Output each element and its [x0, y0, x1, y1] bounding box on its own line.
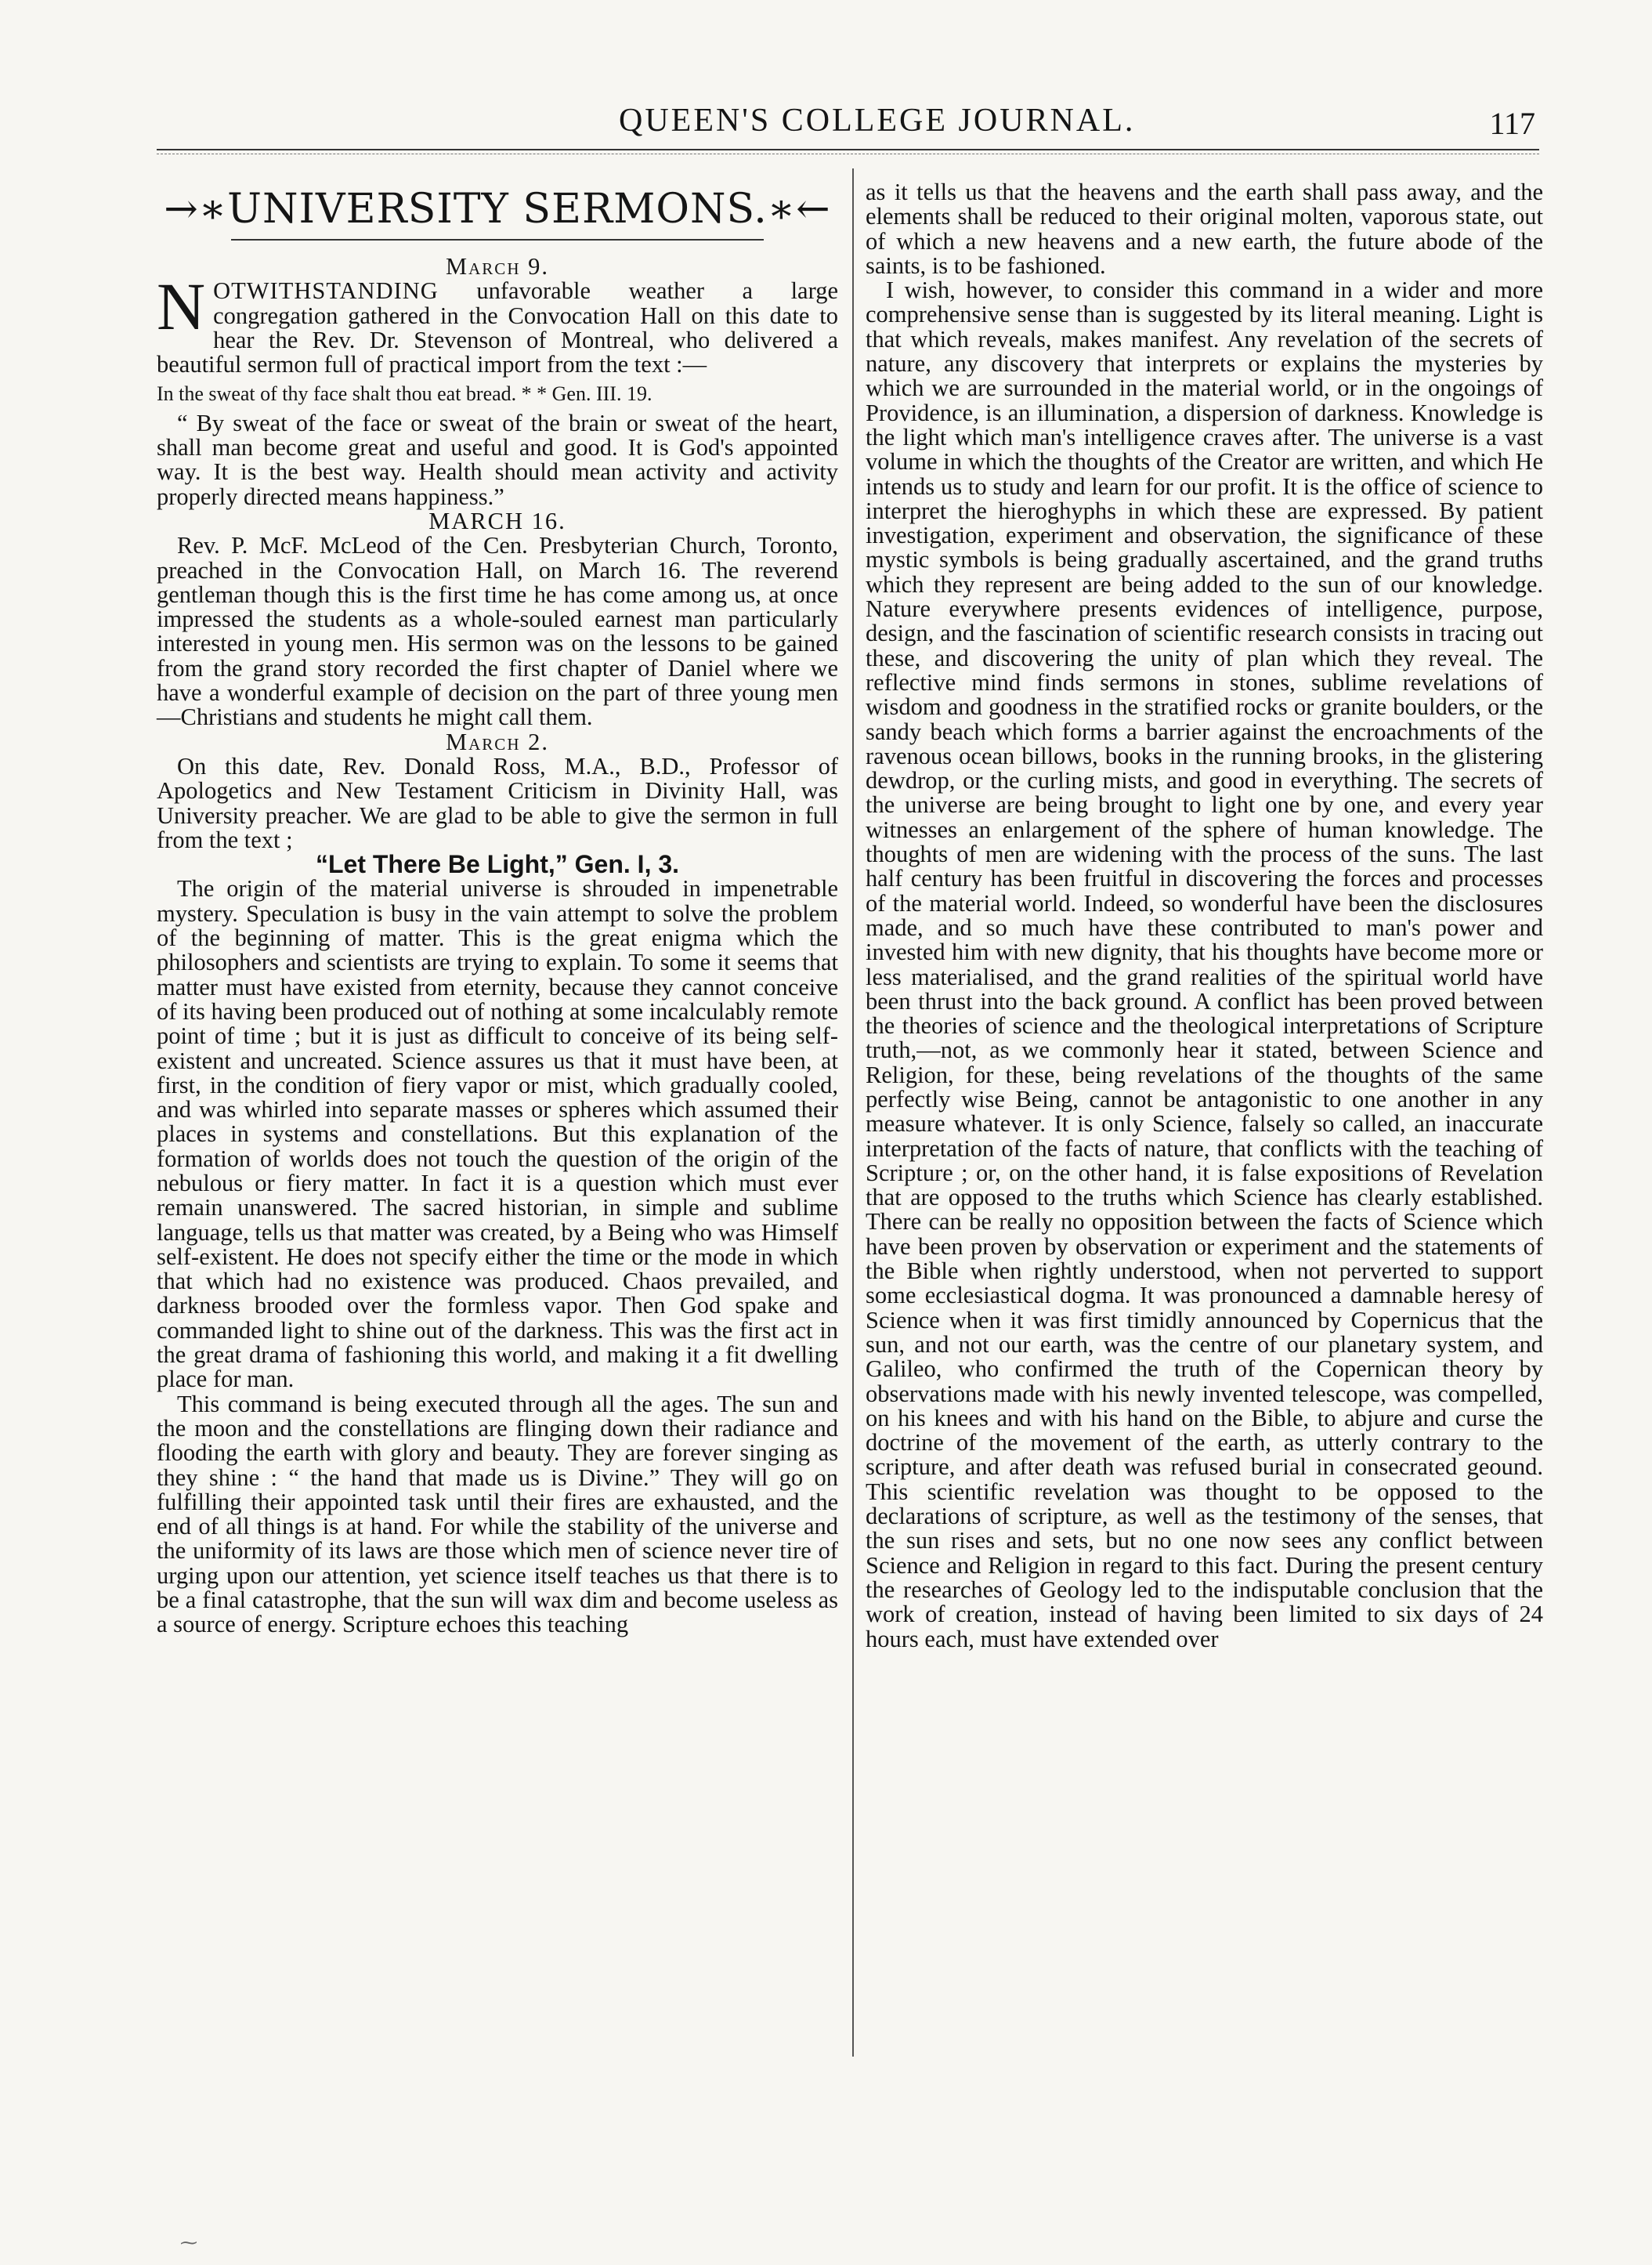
journal-title: QUEEN'S COLLEGE JOURNAL.: [619, 103, 1136, 139]
paragraph-light: I wish, however, to consider this command in a wider and more comprehensive sense than is suggested by its literal meaning. Light is that which reveals, makes manifest. Any revelation of the secrets of nature, any discovery that interprets or explains the mysteries by which we are surrounded in the material world, or in the ongoings of Providence, is an illumination, a dispersion of darkness. Knowledge is the light which man's intelligence craves after. The universe is a vast volume in which the thoughts of the Creator are written, and which He intends us to study and learn for our profit. It is the office of science to interpret the hieroghyphs in which these are expressed. By patient investigation, experiment and observation, the significance of these mystic symbols is being gradually ascertained, and the grand truths which they represent are being added to the sun of our knowledge. Nature everywhere presents evidences of intelligence, purpose, design, and the fascination of scientific research consists in tracing out these, and discovering the unity of plan which they reveal. The reflective mind finds sermons in stones, sublime revelations of wisdom and goodness in the stratified rocks or granite boulders, or the sandy beach which forms a barrier against the encroachments of the ravenous ocean billows, books in the running brooks, in the glistering dewdrop, or the curling mists, and good in everything. The secrets of the universe are being brought to light one by one, and every year witnesses an enlargement of the sphere of human knowledge. The thoughts of men are widening with the process of the suns. The last half century has been fruitful in discovering the forces and processes of the material world. Indeed, so wonderful have been the disclosures made, and so much have these contributed to man's power and invested him with new dignity, that his thoughts have become more or less materialised, and the grand realities of the spiritual world have been thrust into the back ground. A conflict has been proved between the theories of science and the theological interpretations of Scripture truth,—not, as we commonly hear it stated, between Science and Religion, for these, being revelations of the thoughts of the same perfectly wise Being, cannot be antagonistic to one another in any measure whatever. It is only Science, falsely so called, an inaccurate interpretation of the facts of nature, that conflicts with the teaching of Scripture ; or, on the other hand, it is false expositions of Revelation that are opposed to the truths which Science has clearly established. There can be really no opposition between the facts of Science which have been proven by observation or experiment and the statements of the Bible when rightly understood, when not perverted to support some ecclesiastical dogma. It was pronounced a damnable heresy of Science when it was first timidly announced by Copernicus that the sun, and not our earth, was the centre of our planetary system, and Galileo, who confirmed the truth of the Copernican theory by observations made with his newly invented telescope, was compelled, on his knees and with his hand on the Bible, to abjure and curse the doctrine of the movement of the earth, as utterly contrary to the scripture, and after death was refused burial in consecrated geound. This scientific revelation was thought to be opposed to the declarations of scripture, as well as the testimony of the senses, that the sun rises and sets, but no one now sees any conflict between Science and Religion in regard to this fact. During the present century the researches of Geology led to the indisputable conclusion that the work of creation, instead of having been limited to six days of 24 hours each, must have extended over: [866, 277, 1543, 1652]
date-march-16: MARCH 16.: [428, 507, 566, 534]
paragraph-text: unfavorable weather a large congregation gathered in the Convocation Hall on this date to hear the Rev. Dr. Stevenson of Montreal, who delivered a beautiful sermon full of practical import from the text :—: [157, 277, 838, 378]
drop-cap-continuation: OTWITHSTANDING: [213, 277, 439, 305]
paragraph-continuation: as it tells us that the heavens and the earth shall pass away, and the elements shall be reduced to their original molten, vaporous state, out of which a new heavens and a new earth, the future abode of the saints, is to be fashioned.: [866, 179, 1543, 279]
left-column: [157, 168, 838, 1637]
page-mark: ⁓: [180, 2233, 197, 2252]
drop-cap: N: [157, 269, 206, 345]
paragraph-quote: “ By sweat of the face or sweat of the brain or sweat of the heart, shall man become great and useful and good. It is God's appointed way. It is the best way. Health should mean activity and activity properly directed means happiness.”: [157, 409, 838, 510]
right-column: [866, 180, 1543, 1652]
section-heading: →∗UNIVERSITY SERMONS.∗←: [164, 186, 831, 233]
paragraph-mcleod: Rev. P. McF. McLeod of the Cen. Presbyterian Church, Toronto, preached in the Convocation Hall, on March 16. The reverend gentleman though this is the first time he has come among us, at once impressed the students as a whole-souled earnest man particularly interested in young men. His sermon was on the lessons to be gained from the grand story recorded the first chapter of Daniel where we have a wonderful example of decision on the part of three young men—Christians and students he might call them.: [157, 532, 838, 731]
date-march-9: March 9.: [446, 253, 549, 280]
sermon-title: “Let There Be Light,” Gen. I, 3.: [315, 850, 680, 879]
page-header: [157, 102, 1535, 149]
paragraph-command: This command is being executed through all the ages. The sun and the moon and the constellations are flinging down their radiance and flooding the earth with glory and beauty. They are forever singing as they shine : “ the hand that made us is Divine.” They will go on fulfilling their appointed task until their fires are exhausted, and the end of all things is at hand. For while the stability of the universe and the uniformity of its laws are those which men of science never tire of urging upon our attention, yet science itself teaches us that there is to be a final catastrophe, that the sun will wax dim and become useless as a source of energy. Scripture echoes this teaching: [157, 1390, 838, 1638]
paragraph-stevenson: [157, 269, 838, 378]
scripture-text: In the sweat of thy face shalt thou eat bread. * * Gen. III. 19.: [157, 382, 652, 406]
paragraph-ross: On this date, Rev. Donald Ross, M.A., B.D., Professor of Apologetics and New Testament Criticism in Divinity Hall, was University preacher. We are glad to be able to give the sermon in full from the text ;: [157, 752, 838, 853]
date-march-2: March 2.: [446, 728, 549, 755]
heading-rule: [231, 239, 764, 241]
page-number: 117: [1489, 106, 1535, 141]
header-rule: [157, 149, 1539, 150]
paragraph-origin: The origin of the material universe is shrouded in impenetrable mystery. Speculation is busy in the vain attempt to solve the problem of the beginning of matter. This is the great enigma which the philosophers and scientists are trying to explain. To some it seems that matter must have existed from eternity, because they cannot conceive of its having been produced out of nothing at some incalculably remote point of time ; but it is just as difficult to conceive of its being self-existent and uncreated. Science assures us that it must have been, at first, in the condition of fiery vapor or mist, which gradually cooled, and was whirled into separate masses or spheres which assumed their places in systems and constellations. But this explanation of the formation of worlds does not touch the question of the origin of the nebulous or fiery matter. In fact it is a question which must ever remain unanswered. The sacred historian, in simple and sublime language, tells us that matter was created, by a Being who was Himself self-existent. He does not specify either the time or the mode in which that which had no existence was produced. Chaos prevailed, and darkness brooded over the formless vapor. Then God spake and commanded light to shine out of the darkness. This was the first act in the great drama of fashioning this world, and making it a fit dwelling place for man.: [157, 875, 838, 1393]
column-divider: [852, 168, 854, 2057]
